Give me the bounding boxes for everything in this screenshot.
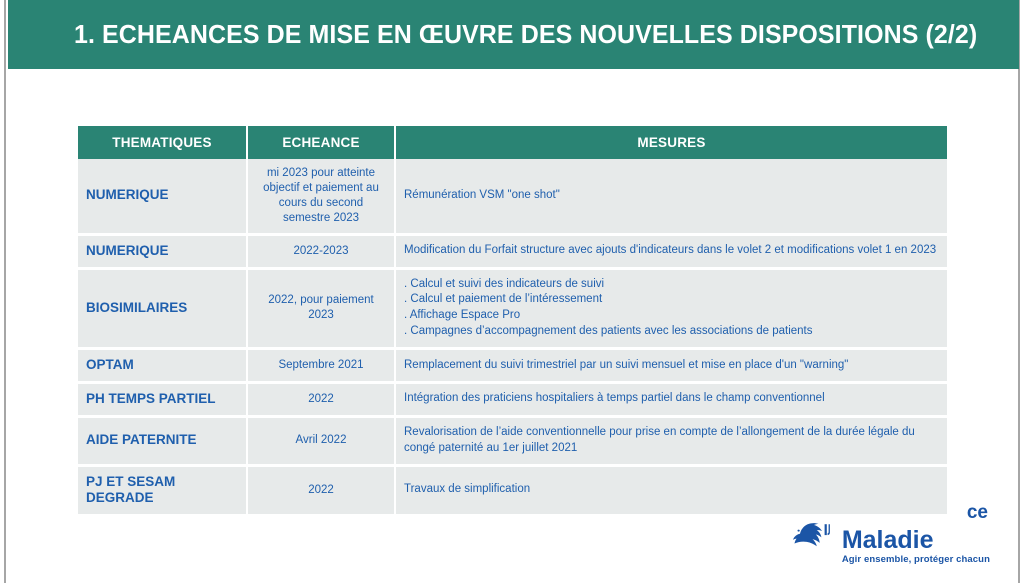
column-header-echeance: ECHEANCE <box>248 126 396 159</box>
cell-mesures <box>396 236 947 270</box>
title-banner <box>8 0 1019 69</box>
cell-mesures <box>396 159 947 236</box>
mesure-line: . Calcul et suivi des indicateurs de suivi <box>404 277 605 290</box>
mesure-line: Remplacement du suivi trimestriel par un suivi mensuel et mise en place d'un "warning" <box>404 358 849 371</box>
table-row <box>78 236 947 270</box>
table-header-row <box>78 126 947 159</box>
logo-maladie-text: Maladie <box>841 526 934 554</box>
cell-echeance: mi 2023 pour atteinte objectif et paiement au cours du second semestre 2023 <box>248 159 396 236</box>
cell-mesures <box>396 384 947 418</box>
table-row <box>78 418 947 467</box>
cell-echeance: 2022-2023 <box>248 236 396 270</box>
mesure-line: . Campagnes d’accompagnement des patients avec les associations de patients <box>404 325 813 338</box>
table-row <box>78 159 947 236</box>
cell-mesures <box>396 350 947 384</box>
mesure-line: Intégration des praticiens hospitaliers à temps partiel dans le champ conventionnel <box>404 392 825 405</box>
mesure-line: Rémunération VSM "one shot" <box>404 188 560 201</box>
cell-thematique: NUMERIQUE <box>78 236 248 270</box>
slide-right-border <box>1018 0 1020 583</box>
page-title: 1. ECHEANCES DE MISE EN ŒUVRE DES NOUVELLES DISPOSITIONS (2/2) <box>74 19 978 49</box>
cell-echeance: 2022, pour paiement 2023 <box>248 270 396 350</box>
cell-mesures <box>396 467 947 515</box>
table-row <box>78 467 947 515</box>
logo-tagline: Agir ensemble, protéger chacun <box>841 554 990 565</box>
cell-thematique: PJ ET SESAM DEGRADE <box>78 467 248 515</box>
cell-thematique: NUMERIQUE <box>78 159 248 236</box>
cell-echeance: Septembre 2021 <box>248 350 396 384</box>
cell-echeance: 2022 <box>248 467 396 515</box>
slide-left-border <box>4 0 6 583</box>
cell-thematique: BIOSIMILAIRES <box>78 270 248 350</box>
cell-mesures <box>396 418 947 467</box>
mesure-line: . Affichage Espace Pro <box>404 309 521 322</box>
logo-assurance-text: ce <box>966 502 988 523</box>
column-header-mesures: MESURES <box>396 126 947 159</box>
measures-table-wrapper <box>78 126 947 514</box>
mesure-line: Revalorisation de l’aide conventionnelle pour prise en compte de l’allongement de la durée légale du congé paternité au 1er juillet 2021 <box>404 425 915 454</box>
mesure-line: Travaux de simplification <box>404 483 531 496</box>
dove-emblem-icon <box>793 523 835 549</box>
cell-thematique: AIDE PATERNITE <box>78 418 248 467</box>
measures-table <box>78 126 947 514</box>
cell-mesures <box>396 270 947 350</box>
cell-thematique: OPTAM <box>78 350 248 384</box>
table-row <box>78 350 947 384</box>
table-body <box>78 159 947 514</box>
cell-thematique: PH TEMPS PARTIEL <box>78 384 248 418</box>
mesure-line: Modification du Forfait structure avec ajouts d'indicateurs dans le volet 2 et modifications volet 1 en 2023 <box>404 244 937 257</box>
cell-echeance: Avril 2022 <box>248 418 396 467</box>
cell-echeance: 2022 <box>248 384 396 418</box>
mesure-line: . Calcul et paiement de l’intéressement <box>404 293 603 306</box>
table-row <box>78 270 947 350</box>
table-row <box>78 384 947 418</box>
column-header-thematiques: THEMATIQUES <box>78 126 248 159</box>
